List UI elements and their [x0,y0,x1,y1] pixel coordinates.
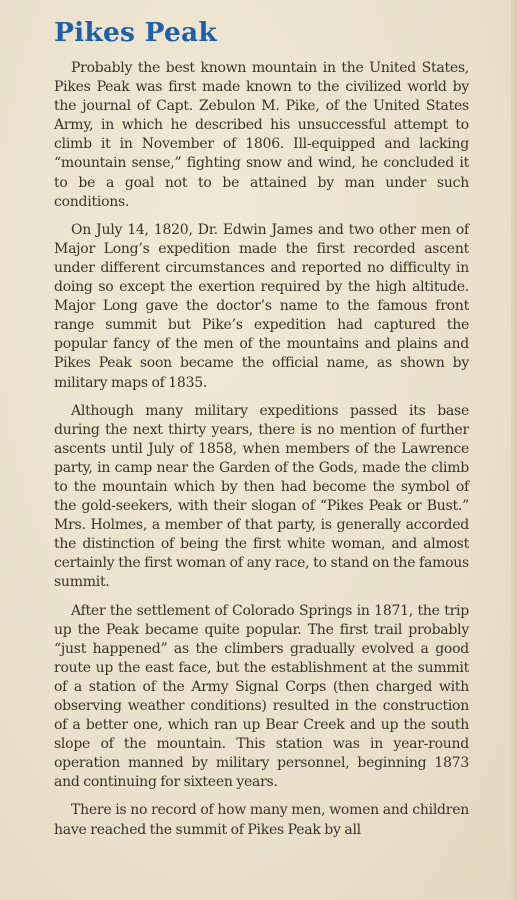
page-title: Pikes Peak [54,17,217,48]
paragraph-5: There is no record of how many men, women and children have reached the summit of Pikes Peak by all [54,802,469,838]
paragraph-1: Probably the best known mountain in the United States, Pikes Peak was first made known to the civilized world by the journal of Capt. Zebulon M. Pike, of the United States Army, in which he described his unsuccessful attempt to climb it in November of 1806. Ill-equipped and lacking “mountain sense,” fighting snow and wind, he concluded it to be a goal not to be attained by man under such conditions. [54,60,469,210]
paragraph-4: After the settlement of Colorado Springs in 1871, the trip up the Peak became quite popular. The first trail probably “just happened” as the climbers gradually evolved a good route up the east face, but the establishment at the summit of a station of the Army Signal Corps (then charged with observing weather conditions) resulted in the construction of a better one, which ran up Bear Creek and up the south slope of the mountain. This station was in year-round operation manned by military personnel, beginning 1873 and continuing for sixteen years. [54,602,469,791]
page-edge-shadow [511,0,517,900]
paragraph-2: On July 14, 1820, Dr. Edwin James and two other men of Major Long’s expedition made the first recorded ascent under different circumstances and reported no difficulty in doing so except the exertion required by the high altitude. Major Long gave the doctor’s name to the famous front range summit but Pike’s expedition had captured the popular fancy of the men of the mountains and plains and Pikes Peak soon became the official name, as shown by military maps of 1835. [54,221,469,391]
paragraph-3: Although many military expeditions passed its base during the next thirty years, there is no mention of further ascents until July of 1858, when members of the Lawrence party, in camp near the Garden of the Gods, made the climb to the mountain which by then had become the symbol of the gold-seekers, with their slogan of “Pikes Peak or Bust.” Mrs. Holmes, a member of that party, is generally accorded the distinction of being the first white woman, and almost certainly the first woman of any race, to stand on the famous summit. [54,402,469,591]
